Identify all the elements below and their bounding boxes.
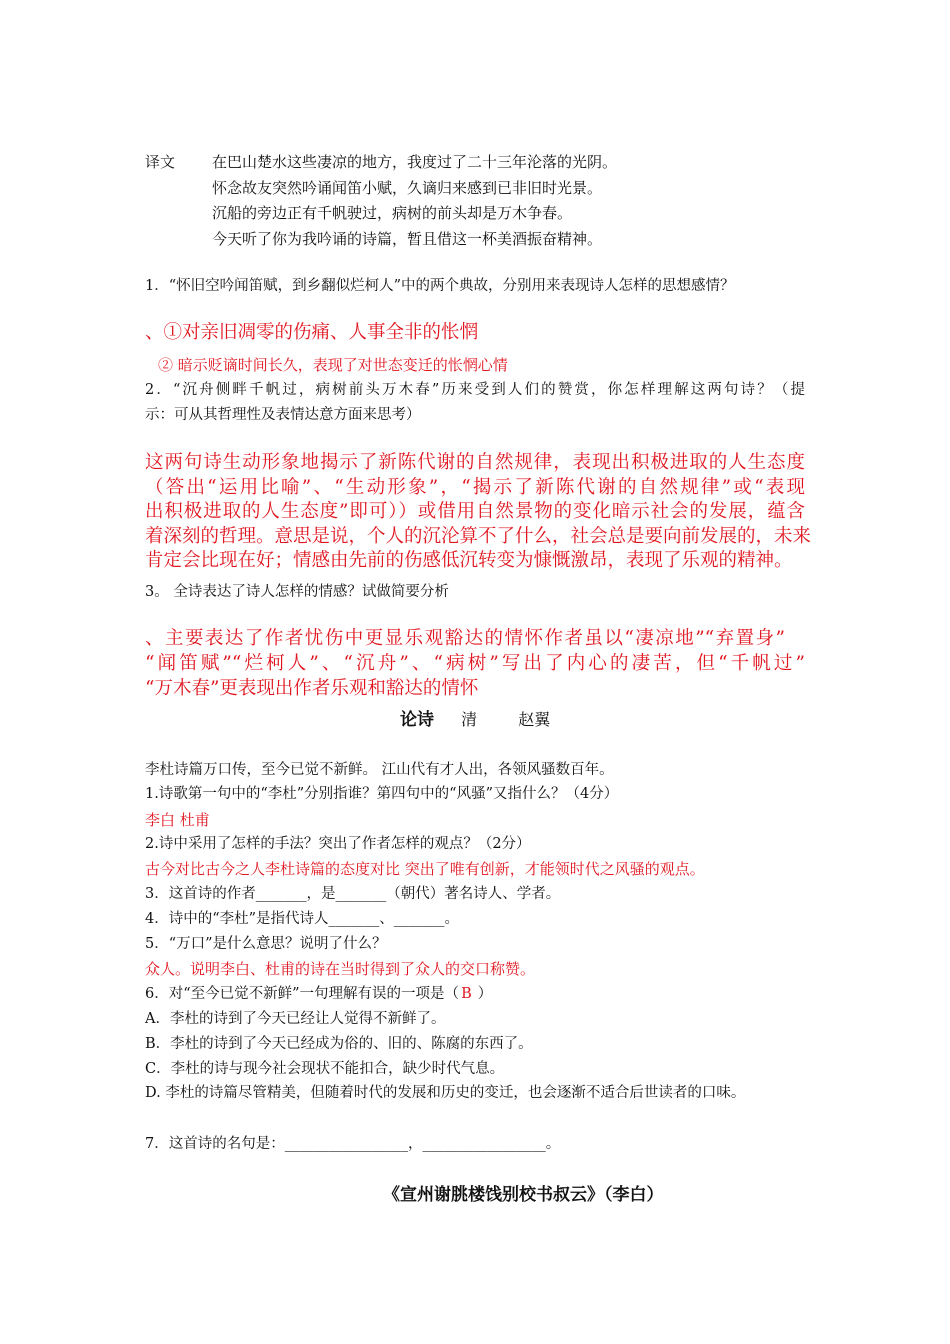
poem-question-4: 4．诗中的“李杜”是指代诗人_______、_______。 — [145, 911, 460, 927]
answer-1-part-2: ② 暗示贬谪时间长久，表现了对世态变迁的怅惘心情 — [158, 356, 508, 374]
poem-title-row — [400, 708, 550, 732]
poem-answer-5: 众人。说明李白、杜甫的诗在当时得到了众人的交口称赞。 — [145, 960, 536, 978]
poem-author: 赵翼 — [518, 710, 551, 729]
answer-2-line: 这两句诗生动形象地揭示了新陈代谢的自然规律，表现出积极进取的人生态度 — [145, 452, 805, 473]
answer-3-line: “万木春”更表现出作者乐观和豁达的情怀 — [145, 678, 479, 699]
answer-3-line: 、主要表达了作者忧伤中更显乐观豁达的情怀作者虽以“凄凉地”“弃置身” — [145, 628, 785, 649]
next-poem-title: 《宣州谢朓楼饯别校书叔云》（李白） — [383, 1185, 664, 1205]
option-d: D. 李杜的诗篇尽管精美，但随着时代的发展和历史的变迁，也会逐渐不适合后世读者的口味。 — [145, 1085, 746, 1101]
poem-question-1: 1.诗歌第一句中的“李杜”分别指谁？第四句中的“风骚”又指什么？（4分） — [145, 786, 619, 802]
poem-answer-1: 李白 杜甫 — [145, 811, 210, 829]
answer-2-line: 肯定会比现在好；情感由先前的伤感低沉转变为慷慨激昂，表现了乐观的精神。 — [145, 550, 793, 571]
answer-3-line: “闻笛赋”“烂柯人”、“沉舟”、“病树”写出了内心的凄苦，但“千帆过” — [145, 653, 805, 674]
answer-2-line: （答出“运用比喻”、“生动形象”，“揭示了新陈代谢的自然规律”或“表现 — [145, 477, 805, 498]
option-a: A．李杜的诗到了今天已经让人觉得不新鲜了。 — [145, 1011, 446, 1027]
poem-dynasty: 清 — [461, 710, 478, 729]
question-2-line-2: 示：可从其哲理性及表情达意方面来思考） — [145, 407, 421, 423]
poem-title: 论诗 — [400, 710, 434, 730]
poem-answer-2: 古今对比古今之人李杜诗篇的态度对比 突出了唯有创新，才能领时代之风骚的观点。 — [145, 860, 705, 878]
option-b: B．李杜的诗到了今天已经成为俗的、旧的、陈腐的东西了。 — [145, 1036, 533, 1052]
answer-2-line: 出积极进取的人生态度”即可））或借用自然景物的变化暗示社会的发展，蕴含 — [145, 501, 805, 522]
poem-question-5: 5．“万口”是什么意思？说明了什么？ — [145, 936, 387, 952]
answer-1-part-1: 、①对亲旧凋零的伤痛、人事全非的怅惘 — [145, 322, 479, 343]
poem-question-7: 7．这首诗的名句是：_________________，_________________。 — [145, 1136, 561, 1152]
translation-line: 怀念故友突然吟诵闻笛小赋，久谪归来感到已非旧时光景。 — [212, 179, 603, 197]
q6-prefix: 6．对“至今已觉不新鲜”一句理解有误的一项是（ — [145, 986, 460, 1002]
answer-2-line: 着深刻的哲理。意思是说，个人的沉沦算不了什么，社会总是要向前发展的，未来 — [145, 526, 812, 547]
translation-line: 今天听了你为我吟诵的诗篇，暂且借这一杯美酒振奋精神。 — [212, 230, 603, 248]
q6-answer: B — [461, 986, 472, 1002]
option-c: C．李杜的诗与现今社会现状不能扣合，缺少时代气息。 — [145, 1061, 505, 1077]
translation-line: 在巴山楚水这些凄凉的地方，我度过了二十三年沦落的光阴。 — [212, 153, 618, 171]
question-1: 1．“怀旧空吟闻笛赋，到乡翻似烂柯人”中的两个典故，分别用来表现诗人怎样的思想感情？ — [145, 278, 735, 294]
question-3: 3。 全诗表达了诗人怎样的情感？试做简要分析 — [145, 584, 449, 600]
translation-label: 译文 — [145, 153, 176, 171]
translation-line: 沉船的旁边正有千帆驶过，病树的前头却是万木争春。 — [212, 204, 573, 222]
poem-question-2: 2.诗中采用了怎样的手法？突出了作者怎样的观点？（2分） — [145, 836, 531, 852]
poem-question-6 — [145, 984, 492, 1004]
q6-suffix: ） — [477, 986, 493, 1002]
poem-question-3: 3．这首诗的作者_______，是_______（朝代）著名诗人、学者。 — [145, 886, 561, 902]
poem-text: 李杜诗篇万口传，至今已觉不新鲜。 江山代有才人出，各领风骚数百年。 — [145, 762, 614, 778]
question-2-line-1: 2．“沉舟侧畔千帆过，病树前头万木春”历来受到人们的赞赏，你怎样理解这两句诗？（提 — [145, 382, 805, 398]
